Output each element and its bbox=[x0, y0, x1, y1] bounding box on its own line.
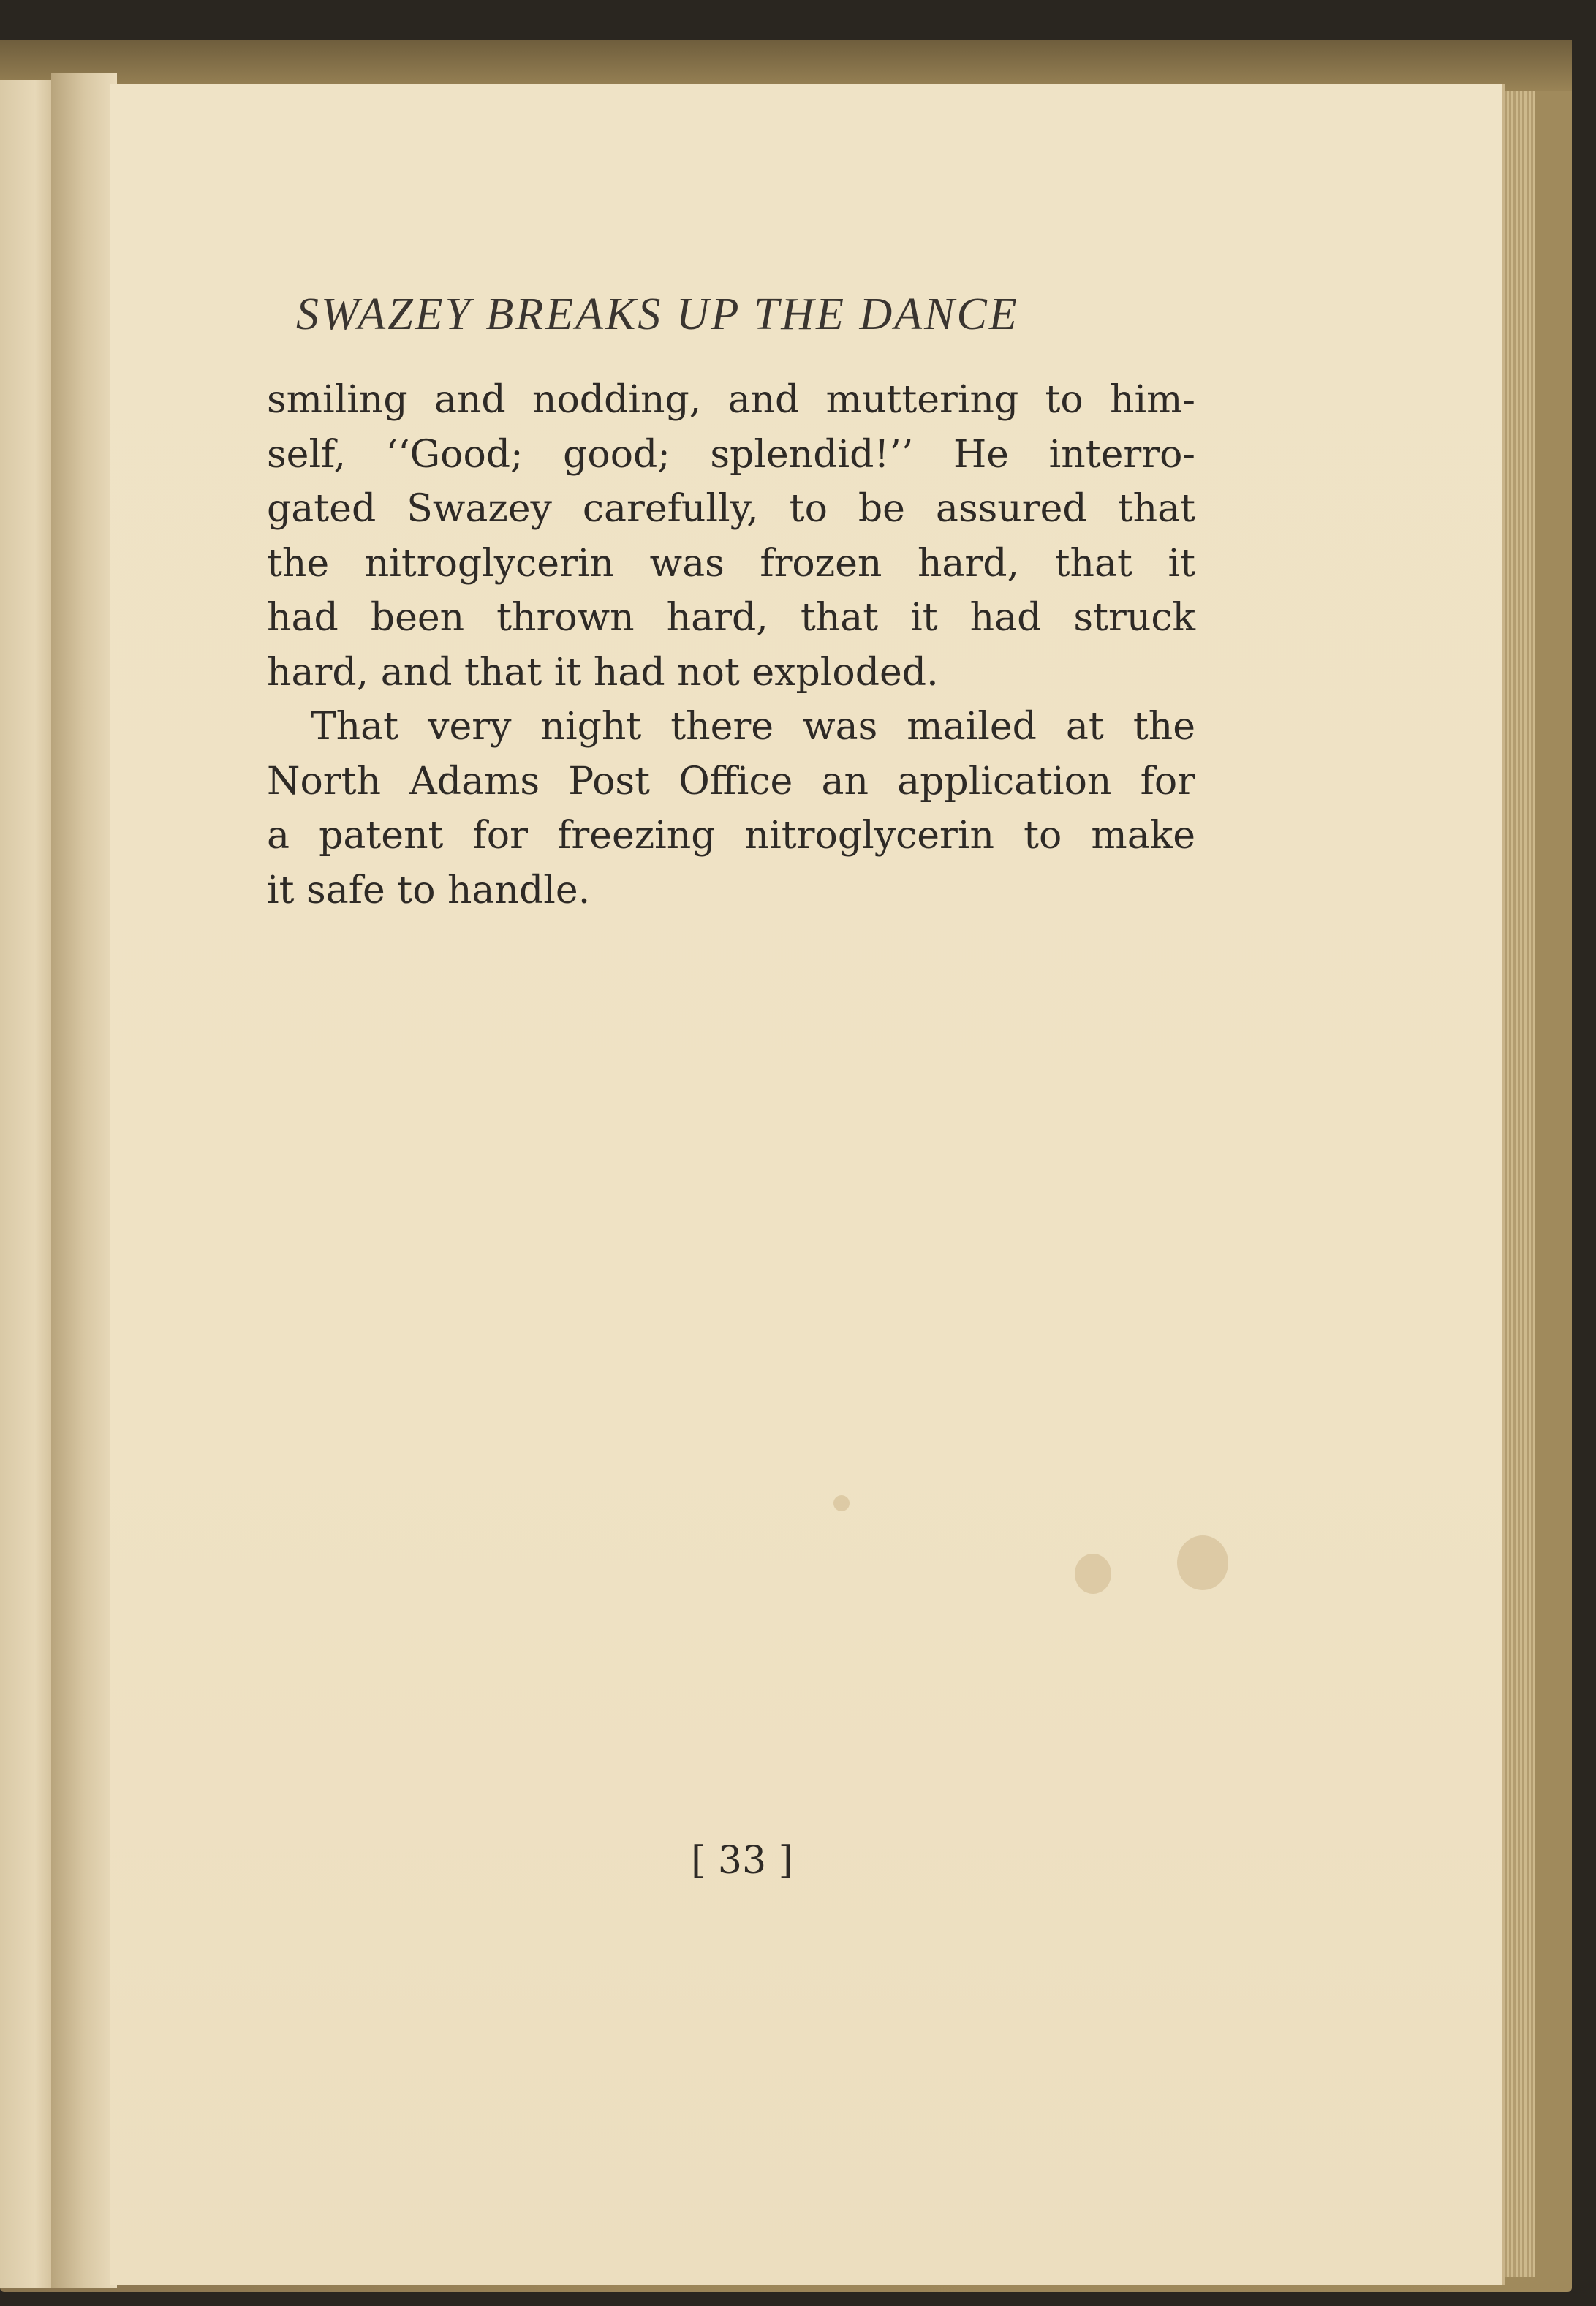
body-text bbox=[267, 373, 1195, 918]
foxing-spot bbox=[1075, 1554, 1111, 1594]
text-line: gated Swazey carefully, to be assured that bbox=[267, 487, 1195, 531]
text-line: self, ‘‘Good; good; splendid!’’ He interro- bbox=[267, 432, 1195, 477]
text-line: smiling and nodding, and muttering to him- bbox=[267, 378, 1195, 422]
text-line: That very night there was mailed at the bbox=[311, 705, 1195, 749]
text-line: it safe to handle. bbox=[267, 868, 591, 912]
page-edge-stack bbox=[1502, 91, 1535, 2277]
running-head: SWAZEY BREAKS UP THE DANCE bbox=[296, 290, 1019, 339]
text-line: hard, and that it had not exploded. bbox=[267, 650, 939, 695]
text-line: had been thrown hard, that it had struck bbox=[267, 596, 1195, 640]
text-line: North Adams Post Office an application for bbox=[267, 759, 1195, 804]
gutter-shadow bbox=[51, 73, 117, 2288]
text-line: a patent for freezing nitroglycerin to make bbox=[267, 814, 1195, 858]
page-number: [ 33 ] bbox=[691, 1839, 793, 1883]
foxing-spot bbox=[833, 1495, 850, 1511]
text-line: the nitroglycerin was frozen hard, that it bbox=[267, 541, 1195, 586]
facing-page-edge bbox=[0, 80, 58, 2288]
foxing-spot bbox=[1177, 1535, 1228, 1590]
